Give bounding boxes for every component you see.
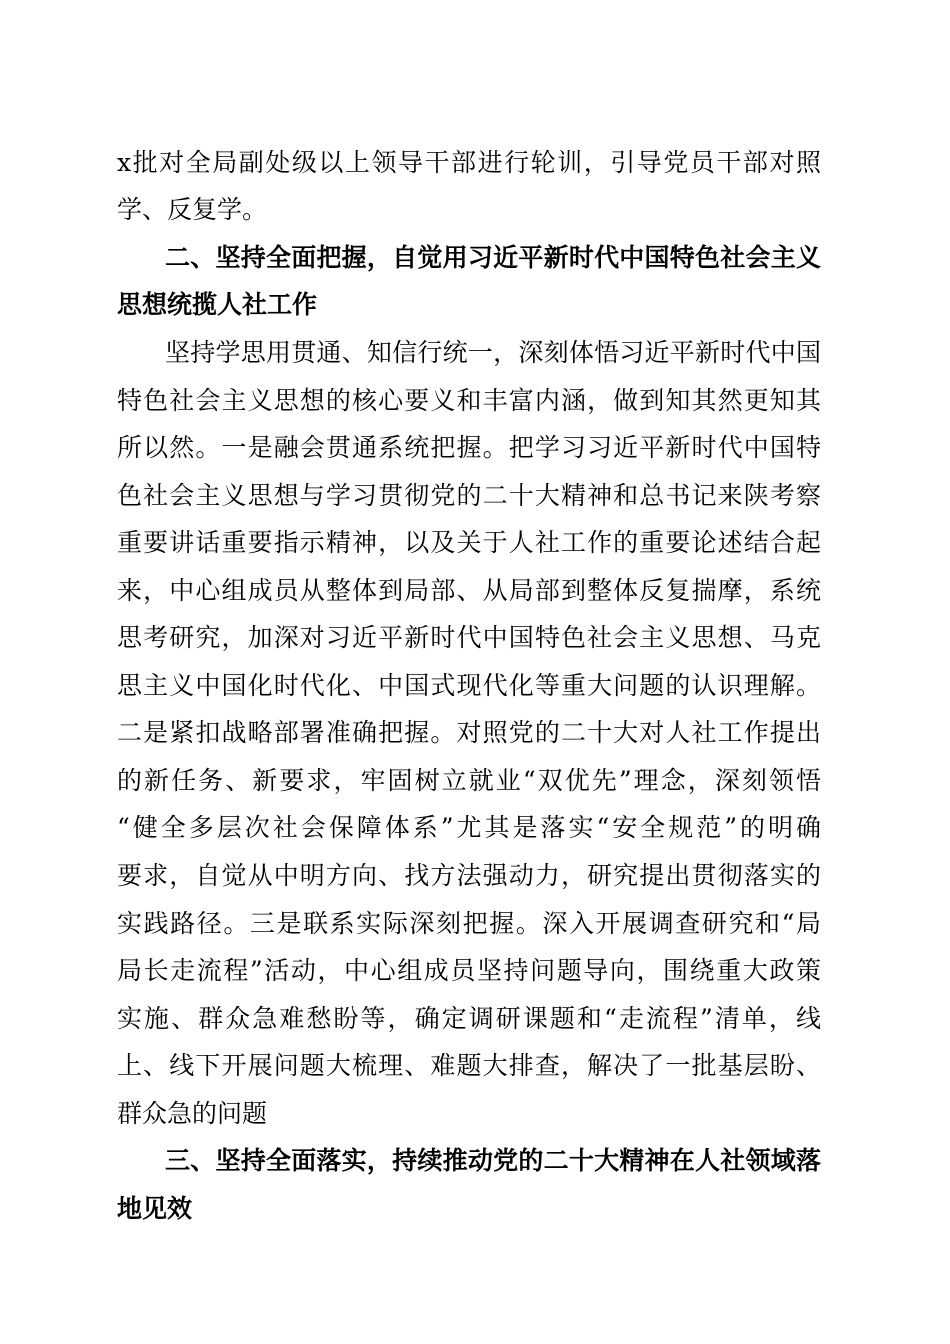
paragraph-line: x批对全局副处级以上领导干部进行轮训，引导党员干部对照 (117, 148, 821, 177)
paragraph-line: 思主义中国化时代化、中国式现代化等重大问题的认识理解。 (117, 671, 821, 700)
paragraph-line: “健全多层次社会保障体系”尤其是落实“安全规范”的明确 (117, 813, 821, 842)
paragraph-line: 思考研究，加深对习近平新时代中国特色社会主义思想、马克 (117, 623, 821, 652)
section-heading-2: 二、坚持全面把握，自觉用习近平新时代中国特色社会主义 (165, 243, 821, 272)
paragraph-line: 坚持学思用贯通、知信行统一，深刻体悟习近平新时代中国 (165, 338, 821, 367)
paragraph-line: 特色社会主义思想的核心要义和丰富内涵，做到知其然更知其 (117, 386, 821, 415)
paragraph-line: 上、线下开展问题大梳理、难题大排查，解决了一批基层盼、 (117, 1051, 821, 1080)
paragraph-line: 所以然。一是融会贯通系统把握。把学习习近平新时代中国特 (117, 433, 821, 462)
paragraph-line: 群众急的问题 (117, 1099, 268, 1128)
section-heading-3: 三、坚持全面落实，持续推动党的二十大精神在人社领域落 (165, 1146, 821, 1175)
section-heading-3: 地见效 (117, 1194, 193, 1223)
paragraph-line: 实践路径。三是联系实际深刻把握。深入开展调查研究和“局 (117, 909, 821, 938)
paragraph-line: 色社会主义思想与学习贯彻党的二十大精神和总书记来陕考察 (117, 481, 821, 510)
section-heading-2: 思想统揽人社工作 (117, 290, 318, 319)
paragraph-line: 要求，自觉从中明方向、找方法强动力，研究提出贯彻落实的 (117, 861, 821, 890)
paragraph-line: 二是紧扣战略部署准确把握。对照党的二十大对人社工作提出 (117, 718, 821, 747)
paragraph-line: 的新任务、新要求，牢固树立就业“双优先”理念，深刻领悟 (117, 766, 821, 795)
paragraph-line: 实施、群众急难愁盼等，确定调研课题和“走流程”清单，线 (117, 1004, 821, 1033)
paragraph-line: 来，中心组成员从整体到局部、从局部到整体反复揣摩，系统 (117, 576, 821, 605)
paragraph-line: 重要讲话重要指示精神，以及关于人社工作的重要论述结合起 (117, 528, 821, 557)
paragraph-line: 局长走流程”活动，中心组成员坚持问题导向，围绕重大政策 (117, 956, 821, 985)
paragraph-line: 学、反复学。 (117, 195, 268, 224)
